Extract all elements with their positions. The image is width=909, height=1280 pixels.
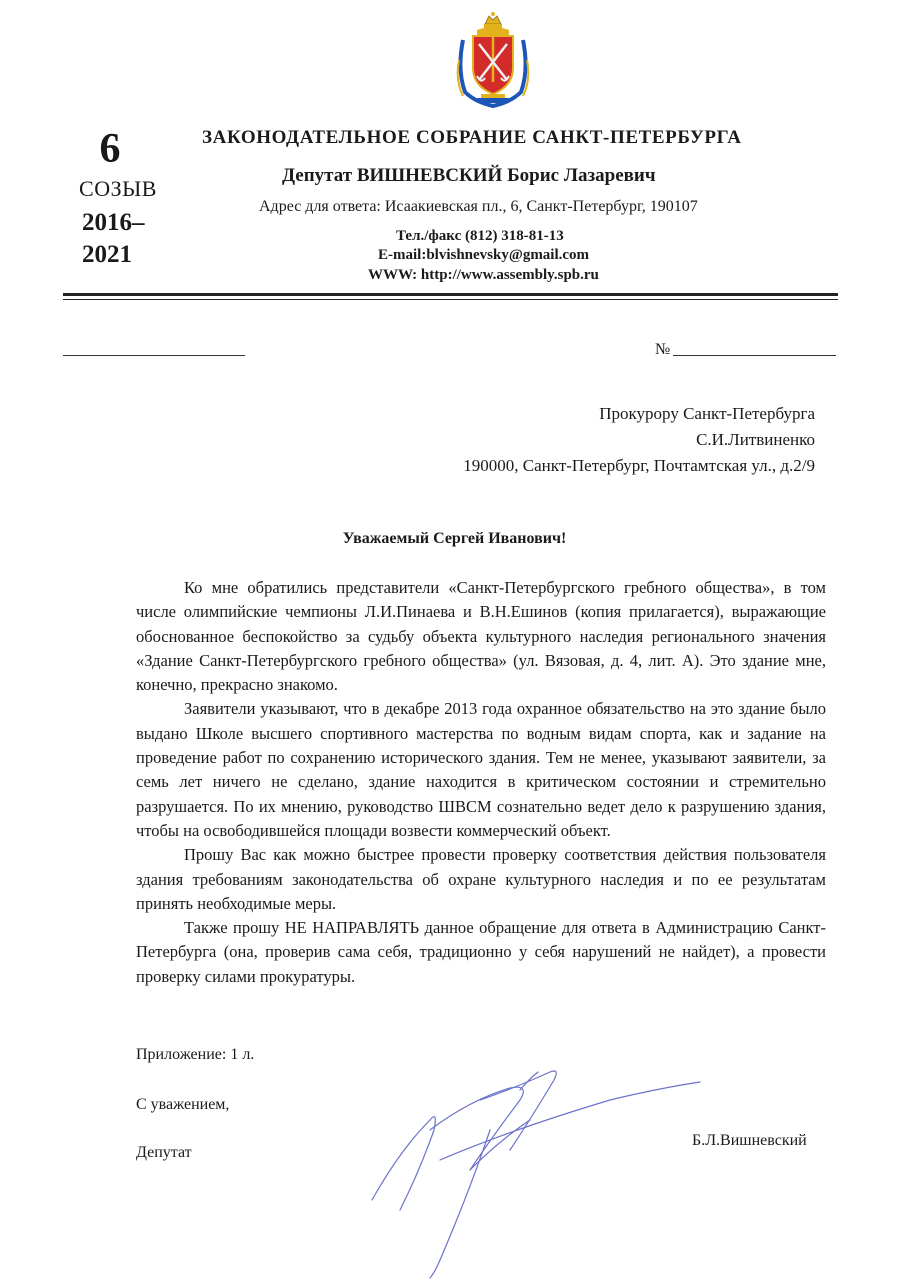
- header-rule-thin: [63, 299, 838, 300]
- body-paragraph: Заявители указывают, что в декабре 2013 года охранное обязательство на это здание было выдано Школе высшего спортивного мастерства по водным видам спорта, как и задание на проведение работ по сохранению исторического здания. Тем не менее, указывают заявители, за семь лет ничего не сделано, здание находится в критическом состоянии и стремительно разрушается. По их мнению, руководство ШВСМ сознательно ведет дело к разрушению здания, чтобы на освободившейся площади возвести коммерческий объект.: [136, 699, 826, 840]
- convocation-number: 6: [99, 126, 121, 172]
- signer-position: Депутат: [136, 1144, 192, 1161]
- letter-body: [136, 576, 826, 989]
- coat-of-arms-icon: [455, 10, 531, 110]
- closing-regards: С уважением,: [136, 1096, 230, 1113]
- organization-name: ЗАКОНОДАТЕЛЬНОЕ СОБРАНИЕ САНКТ-ПЕТЕРБУРГА: [202, 127, 742, 148]
- recipient-name: С.И.Литвиненко: [696, 430, 815, 449]
- body-paragraph: Прошу Вас как можно быстрее провести проверку соответствия действия пользователя здания требованиям законодательства об охране культурного наследия и по ее результатам принять необходимые меры.: [136, 845, 826, 913]
- header-rule-thick: [63, 293, 838, 296]
- appendix-note: Приложение: 1 л.: [136, 1046, 255, 1063]
- date-blank-line: [63, 355, 245, 356]
- convocation-years-start: 2016–: [82, 209, 145, 236]
- signer-name: Б.Л.Вишневский: [692, 1132, 807, 1149]
- number-sign: №: [655, 341, 671, 358]
- body-paragraph: Ко мне обратились представители «Санкт-Петербургского гребного общества», в том числе олимпийские чемпионы Л.И.Пинаева и В.Н.Ешинов (копия прилагается), выражающие обоснованное беспокойство за судьбу объекта культурного наследия регионального значения «Здание Санкт-Петербургского гребного общества» (ул. Вязовая, д. 4, лит. А). Это здание мне, конечно, прекрасно знакомо.: [136, 578, 826, 695]
- convocation-years-end: 2021: [82, 241, 132, 268]
- website-address: WWW: http://www.assembly.spb.ru: [368, 267, 599, 283]
- body-paragraph: Также прошу НЕ НАПРАВЛЯТЬ данное обращение для ответа в Администрацию Санкт-Петербурга (она, проверив сама себя, традиционно у себя нарушений не найдет), а провести проверку силами прокуратуры.: [136, 918, 826, 986]
- greeting: Уважаемый Сергей Иванович!: [342, 530, 567, 547]
- email-address: E-mail:blvishnevsky@gmail.com: [378, 247, 590, 263]
- recipient-title: Прокурору Санкт-Петербурга: [599, 404, 815, 423]
- handwritten-signature: [360, 1060, 720, 1280]
- reply-address: Адрес для ответа: Исаакиевская пл., 6, Санкт-Петербург, 190107: [259, 198, 698, 215]
- number-blank-line: [673, 355, 836, 356]
- recipient-address: 190000, Санкт-Петербург, Почтамтская ул., д.2/9: [463, 456, 815, 475]
- phone-fax: Тел./факс (812) 318-81-13: [396, 228, 564, 244]
- deputy-name: Депутат ВИШНЕВСКИЙ Борис Лазаревич: [282, 165, 656, 186]
- convocation-label: СОЗЫВ: [79, 176, 157, 201]
